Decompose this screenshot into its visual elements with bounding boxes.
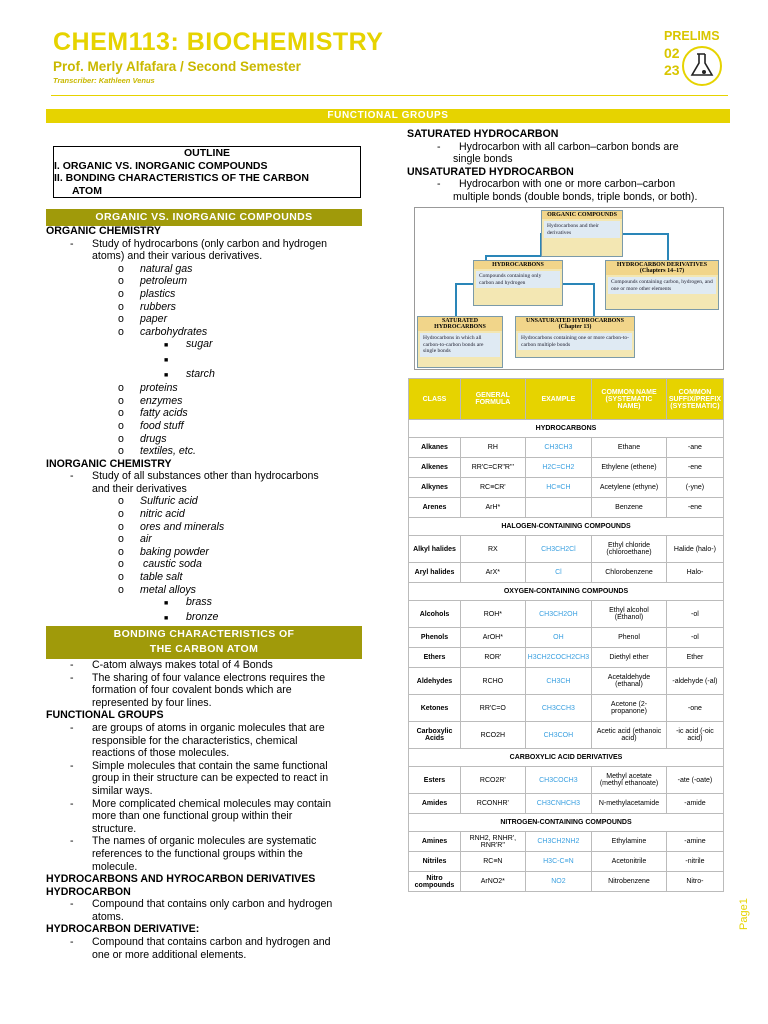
bullet-item: - Simple molecules that contain the same functional — [70, 759, 328, 772]
list-item: o fatty acids — [118, 407, 188, 420]
bullet-continuation: structure. — [92, 822, 137, 835]
section-banner-organic: ORGANIC VS. INORGANIC COMPOUNDS — [46, 209, 362, 226]
functional-groups-heading: FUNCTIONAL GROUPS — [46, 709, 164, 722]
course-subtitle: Prof. Merly Alfafara / Second Semester — [53, 59, 301, 74]
column-header: CLASS — [409, 379, 461, 420]
name-cell: Acetaldehyde (ethanal) — [592, 668, 667, 695]
table-row — [409, 668, 724, 695]
suffix-cell: -ene — [666, 498, 723, 518]
bullet-continuation: formation of four covalent bonds which are — [92, 684, 292, 697]
table-row — [409, 498, 724, 518]
bullet-continuation: atoms. — [92, 910, 124, 923]
list-item: o enzymes — [118, 394, 183, 407]
name-cell: Acetonitrile — [592, 852, 667, 872]
bullet-continuation: represented by four lines. — [92, 696, 212, 709]
list-item: o proteins — [118, 382, 178, 395]
formula-cell: RC≡CR' — [461, 478, 526, 498]
formula-cell: ROR' — [461, 648, 526, 668]
box-description: Compounds containing only carbon and hydrogen — [476, 271, 560, 288]
section-banner-bonding — [46, 626, 362, 659]
bullet-item: - Compound that contains only carbon and hydrogen — [70, 898, 333, 911]
formula-cell: ArX* — [461, 563, 526, 583]
example-cell: CH3COCH3 — [525, 767, 591, 794]
name-cell: Methyl acetate (methyl ethanoate) — [592, 767, 667, 794]
group-title: OXYGEN-CONTAINING COMPOUNDS — [409, 583, 724, 601]
bullet-item: - The names of organic molecules are systematic — [70, 835, 317, 848]
example-cell: NO2 — [525, 872, 591, 892]
table-row — [409, 438, 724, 458]
group-title: NITROGEN-CONTAINING COMPOUNDS — [409, 814, 724, 832]
group-title: HYDROCARBONS — [409, 420, 724, 438]
name-cell: Acetic acid (ethanoic acid) — [592, 722, 667, 749]
outline-item: II. BONDING CHARACTERISTICS OF THE CARBON — [54, 172, 309, 184]
example-cell: CH3CH3 — [525, 438, 591, 458]
bullet-item: - The sharing of four valance electrons requires the — [70, 671, 326, 684]
formula-cell: RX — [461, 536, 526, 563]
class-cell: Ketones — [409, 695, 461, 722]
formula-cell: RCHO — [461, 668, 526, 695]
formula-cell: ArOH* — [461, 628, 526, 648]
example-cell — [525, 498, 591, 518]
example-cell: OH — [525, 628, 591, 648]
list-item: o air — [118, 533, 152, 546]
class-cell: Amines — [409, 832, 461, 852]
column-header: COMMON NAME (SYSTEMATIC NAME) — [592, 379, 667, 420]
suffix-cell: -one — [666, 695, 723, 722]
prelims-label: PRELIMS — [664, 29, 720, 43]
class-cell: Nitriles — [409, 852, 461, 872]
functional-groups-table — [408, 378, 724, 892]
table-row — [409, 628, 724, 648]
formula-cell: RR'C=O — [461, 695, 526, 722]
class-cell: Amides — [409, 794, 461, 814]
table-body — [409, 420, 724, 892]
organic-section — [46, 225, 376, 625]
name-cell: Ethylene (ethene) — [592, 458, 667, 478]
sub-list-item: ■ brass — [164, 596, 212, 609]
list-item: o caustic soda — [118, 558, 202, 571]
bullet-item: - More complicated chemical molecules may contain — [70, 797, 332, 810]
connector-line — [593, 283, 595, 318]
suffix-cell: Ether — [666, 648, 723, 668]
suffix-cell: Halide (halo-) — [666, 536, 723, 563]
name-cell: Chlorobenzene — [592, 563, 667, 583]
bullet-item: - Compound that contains carbon and hydrogen and — [70, 936, 331, 949]
sub-list-item: ■ starch — [164, 367, 215, 380]
table-row — [409, 767, 724, 794]
formula-cell: ArNO2* — [461, 872, 526, 892]
organic-compounds-box — [541, 210, 623, 257]
formula-cell: RC≡N — [461, 852, 526, 872]
box-description: Hydrocarbons in which all carbon-to-carbon bonds are single bonds — [420, 333, 500, 357]
hydrocarbon-heading: HYDROCARBON — [46, 885, 131, 898]
class-cell: Nitro compounds — [409, 872, 461, 892]
example-cell: CH3CH2Cl — [525, 536, 591, 563]
name-cell: Ethyl alcohol (Ethanol) — [592, 601, 667, 628]
example-cell: H3CH2COCH2CH3 — [525, 648, 591, 668]
table-row — [409, 722, 724, 749]
example-cell: CH3COH — [525, 722, 591, 749]
column-header: EXAMPLE — [525, 379, 591, 420]
outline-item: I. ORGANIC VS. INORGANIC COMPOUNDS — [54, 159, 268, 172]
name-cell: N-methylacetamide — [592, 794, 667, 814]
class-cell: Esters — [409, 767, 461, 794]
table-row — [409, 563, 724, 583]
example-cell: CH3CH2OH — [525, 601, 591, 628]
document-title: CHEM113: BIOCHEMISTRY — [53, 28, 384, 56]
name-cell: Benzene — [592, 498, 667, 518]
sub-list-item: ■ sugar — [164, 338, 213, 351]
hydrocarbon-derivatives-box — [605, 260, 719, 310]
example-cell: HC≡CH — [525, 478, 591, 498]
example-cell: CH3CNHCH3 — [525, 794, 591, 814]
functional-groups-banner: FUNCTIONAL GROUPS — [46, 109, 730, 123]
table-group-row — [409, 518, 724, 536]
class-cell: Phenols — [409, 628, 461, 648]
class-cell: Alcohols — [409, 601, 461, 628]
table-row — [409, 458, 724, 478]
class-cell: Ethers — [409, 648, 461, 668]
box-description: Hydrocarbons containing one or more carbon-to-carbon multiple bonds — [518, 333, 632, 350]
formula-cell: RCO2R' — [461, 767, 526, 794]
bonding-section — [46, 659, 381, 961]
table-row — [409, 872, 724, 892]
box-title: UNSATURATED HYDROCARBONS (Chapter 13) — [516, 317, 634, 331]
hydrocarbon-definitions — [407, 128, 737, 204]
organic-heading: ORGANIC CHEMISTRY — [46, 225, 161, 237]
bullet-continuation: references to the functional groups within the — [92, 847, 303, 860]
class-cell: Aldehydes — [409, 668, 461, 695]
bullet-continuation: and their derivatives — [92, 482, 187, 495]
formula-cell: RCO2H — [461, 722, 526, 749]
table-row — [409, 852, 724, 872]
outline-box — [53, 146, 361, 198]
name-cell: Ethylamine — [592, 832, 667, 852]
prelims-number-2: 23 — [664, 62, 680, 78]
table-row — [409, 536, 724, 563]
formula-cell: RR'C=CR"R''' — [461, 458, 526, 478]
connector-line — [485, 255, 542, 257]
class-cell: Alkanes — [409, 438, 461, 458]
name-cell: Nitrobenzene — [592, 872, 667, 892]
suffix-cell: -amine — [666, 832, 723, 852]
class-cell: Carboxylic Acids — [409, 722, 461, 749]
suffix-cell: -ate (-oate) — [666, 767, 723, 794]
formula-cell: RH — [461, 438, 526, 458]
column-header: GENERAL FORMULA — [461, 379, 526, 420]
class-cell: Alkyl halides — [409, 536, 461, 563]
table-row — [409, 648, 724, 668]
name-cell: Ethane — [592, 438, 667, 458]
bullet-continuation: multiple bonds (double bonds, triple bonds, or both). — [453, 190, 698, 203]
list-item: o petroleum — [118, 275, 188, 288]
bullet-continuation: atoms) and their various derivatives. — [92, 250, 263, 263]
list-item: o Sulfuric acid — [118, 495, 198, 508]
table-group-row — [409, 814, 724, 832]
formula-cell: ArH* — [461, 498, 526, 518]
outline-heading: OUTLINE — [183, 147, 231, 159]
list-item: o drugs — [118, 432, 167, 445]
saturated-heading: SATURATED HYDROCARBON — [407, 128, 559, 140]
formula-cell: ROH* — [461, 601, 526, 628]
prelims-number-1: 02 — [664, 45, 680, 61]
sub-list-item: ■ bronze — [164, 610, 219, 623]
classification-diagram — [414, 207, 724, 370]
example-cell: CH3CCH3 — [525, 695, 591, 722]
table-row — [409, 794, 724, 814]
list-item: o paper — [118, 313, 168, 326]
header-divider — [51, 95, 728, 96]
bullet-item: - Study of all substances other than hydrocarbons — [70, 470, 319, 483]
list-item: o natural gas — [118, 262, 193, 275]
bullet-continuation: similar ways. — [92, 784, 153, 797]
transcriber-credit: Transcriber: Kathleen Venus — [53, 76, 155, 85]
connector-line — [455, 283, 457, 318]
name-cell: Diethyl ether — [592, 648, 667, 668]
list-item: o nitric acid — [118, 508, 185, 521]
suffix-cell: (-yne) — [666, 478, 723, 498]
box-description: Hydrocarbons and their derivatives — [544, 221, 620, 238]
page-number: Page1 — [738, 898, 750, 930]
connector-line — [667, 233, 669, 263]
bullet-item: - C-atom always makes total of 4 Bonds — [70, 659, 273, 671]
list-item: o baking powder — [118, 545, 209, 558]
example-cell: CH3CH2NH2 — [525, 832, 591, 852]
table-header-row — [409, 379, 724, 420]
box-title: HYDROCARBON DERIVATIVES (Chapters 14–17) — [606, 261, 718, 275]
name-cell: Phenol — [592, 628, 667, 648]
name-cell: Ethyl chloride (chloroethane) — [592, 536, 667, 563]
bullet-item: - Hydrocarbon with one or more carbon–carbon — [437, 178, 676, 191]
class-cell: Alkynes — [409, 478, 461, 498]
bullet-continuation: group in their structure can be expected to react in — [92, 772, 329, 785]
connector-line — [455, 283, 475, 285]
banner-line: THE CARBON ATOM — [149, 643, 259, 655]
list-item: o carbohydrates — [118, 325, 208, 338]
table-group-row — [409, 583, 724, 601]
box-title: SATURATED HYDROCARBONS — [418, 317, 502, 331]
bullet-continuation: more than one functional group within their — [92, 810, 293, 823]
list-item: o food stuff — [118, 419, 184, 432]
list-item: o rubbers — [118, 300, 176, 313]
example-cell: H3C-C≡N — [525, 852, 591, 872]
formula-cell: RNH2, RNHR', RNR'R" — [461, 832, 526, 852]
class-cell: Alkenes — [409, 458, 461, 478]
list-item: o plastics — [118, 287, 176, 300]
hydrocarbons-derivatives-heading: HYDROCARBONS AND HYROCARBON DERIVATIVES — [46, 873, 316, 886]
table-row — [409, 478, 724, 498]
saturated-hydrocarbons-box — [417, 316, 503, 368]
list-item: o metal alloys — [118, 583, 196, 596]
suffix-cell: -ene — [666, 458, 723, 478]
bullet-continuation: molecule. — [92, 860, 138, 873]
name-cell: Acetylene (ethyne) — [592, 478, 667, 498]
suffix-cell: Halo- — [666, 563, 723, 583]
example-cell: H2C=CH2 — [525, 458, 591, 478]
group-title: HALOGEN-CONTAINING COMPOUNDS — [409, 518, 724, 536]
table-row — [409, 832, 724, 852]
example-cell: CH3CH — [525, 668, 591, 695]
outline-item: ATOM — [72, 184, 102, 197]
hydrocarbons-box — [473, 260, 563, 306]
box-title: HYDROCARBONS — [474, 261, 562, 269]
formula-cell: RCONHR' — [461, 794, 526, 814]
suffix-cell: -aldehyde (-al) — [666, 668, 723, 695]
suffix-cell: -ane — [666, 438, 723, 458]
suffix-cell: -amide — [666, 794, 723, 814]
table-row — [409, 695, 724, 722]
column-header: COMMON SUFFIX/PREFIX (SYSTEMATIC) — [666, 379, 723, 420]
class-cell: Arenes — [409, 498, 461, 518]
inorganic-heading: INORGANIC CHEMISTRY — [46, 457, 172, 470]
table-group-row — [409, 749, 724, 767]
list-item: o table salt — [118, 571, 183, 584]
bullet-continuation: one or more additional elements. — [92, 948, 247, 961]
hydrocarbon-derivative-heading: HYDROCARBON DERIVATIVE: — [46, 923, 200, 936]
table-row — [409, 601, 724, 628]
suffix-cell: Nitro- — [666, 872, 723, 892]
suffix-cell: -ol — [666, 628, 723, 648]
sub-list-item: ■ — [164, 356, 169, 364]
list-item: o textiles, etc. — [118, 445, 196, 458]
bullet-continuation: responsible for the characteristics, chemical — [92, 734, 298, 747]
flask-logo-icon — [680, 42, 722, 88]
bullet-item: - are groups of atoms in organic molecules that are — [70, 721, 325, 734]
box-description: Compounds containing carbon, hydrogen, and one or more other elements — [608, 277, 716, 294]
bullet-continuation: single bonds — [453, 153, 513, 166]
example-cell: Cl — [525, 563, 591, 583]
banner-line: BONDING CHARACTERISTICS OF — [113, 628, 295, 640]
class-cell: Aryl halides — [409, 563, 461, 583]
suffix-cell: -nitrile — [666, 852, 723, 872]
box-title: ORGANIC COMPOUNDS — [542, 211, 622, 219]
list-item: o ores and minerals — [118, 520, 225, 533]
table-group-row — [409, 420, 724, 438]
bullet-item: - Study of hydrocarbons (only carbon and hydrogen — [70, 237, 327, 250]
suffix-cell: -ic acid (-oic acid) — [666, 722, 723, 749]
suffix-cell: -ol — [666, 601, 723, 628]
bullet-item: - Hydrocarbon with all carbon–carbon bonds are — [437, 140, 679, 153]
unsaturated-hydrocarbons-box — [515, 316, 635, 358]
unsaturated-heading: UNSATURATED HYDROCARBON — [407, 165, 574, 178]
bullet-continuation: reactions of those molecules. — [92, 747, 230, 760]
group-title: CARBOXYLIC ACID DERIVATIVES — [409, 749, 724, 767]
name-cell: Acetone (2-propanone) — [592, 695, 667, 722]
